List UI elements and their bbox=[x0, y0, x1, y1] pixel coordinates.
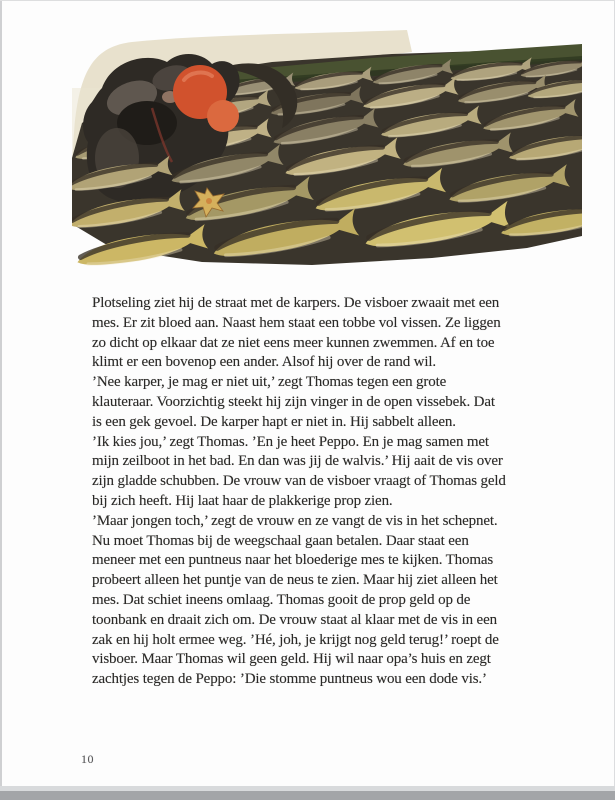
red-cap-brim bbox=[207, 100, 239, 132]
story-line: ’Nee karper, je mag er niet uit,’ zegt Thomas tegen een grote bbox=[92, 374, 447, 391]
story-line: ’Ik kies jou,’ zegt Thomas. ’En je heet Peppo. En je mag samen met bbox=[92, 433, 489, 450]
page-number: 10 bbox=[81, 752, 94, 766]
story-line: mijn zeilboot in het bad. En dan was jij de walvis.’ Hij aait de vis over bbox=[92, 453, 503, 470]
story-line: is een gek gevoel. De karper hapt er niet in. Hij sabbelt alleen. bbox=[92, 413, 456, 430]
story-text bbox=[92, 294, 554, 690]
story-line: visboer. Maar Thomas wil geen geld. Hij wil naar opa’s huis en zegt bbox=[92, 651, 491, 668]
story-line: toonbank en draait zich om. De vrouw staat al klaar met de vis in een bbox=[92, 611, 497, 628]
story-line: mes. Dat schiet ineens omlaag. Thomas gooit de prop geld op de bbox=[92, 591, 471, 608]
story-line: zijn gladde schubben. De vrouw van de visboer vraagt of Thomas geld bbox=[92, 473, 506, 490]
story-line: zak en hij holt ermee weg. ’Hé, joh, je krijgt nog geld terug!’ roept de bbox=[92, 631, 499, 648]
story-line: bij zich heeft. Hij laat haar de plakkerige prop zien. bbox=[92, 492, 393, 509]
story-line: Nu moet Thomas bij de weegschaal gaan betalen. Daar staat een bbox=[92, 532, 469, 549]
story-line: zachtjes tegen de Peppo: ’Die stomme puntneus wou een dode vis.’ bbox=[92, 671, 487, 688]
story-line: mes. Er zit bloed aan. Naast hem staat een tobbe vol vissen. Ze liggen bbox=[92, 314, 501, 331]
story-line: klauteraar. Voorzichtig steekt hij zijn vinger in de open vissebek. Dat bbox=[92, 393, 495, 410]
story-line: meneer met een puntneus naar het bloederige mes te kijken. Thomas bbox=[92, 552, 494, 569]
story-line: Plotseling ziet hij de straat met de karpers. De visboer zwaait met een bbox=[92, 295, 500, 311]
fish-market-illustration-svg bbox=[72, 28, 582, 273]
story-line: ’Maar jongen toch,’ zegt de vrouw en ze vangt de vis in het schepnet. bbox=[92, 512, 498, 529]
fish-market-illustration bbox=[72, 28, 582, 273]
scan-edge-bottom bbox=[0, 791, 615, 800]
story-line: probeert alleen het puntje van de neus te zien. Maar hij ziet alleen het bbox=[92, 572, 498, 589]
story-line: zo dicht op elkaar dat ze niet eens meer kunnen zwemmen. Af en toe bbox=[92, 334, 495, 351]
scan-edge-top bbox=[0, 0, 615, 1]
story-line: klimt er een bovenop een ander. Alsof hij over de rand wil. bbox=[92, 354, 436, 371]
scan-edge-left bbox=[0, 0, 2, 800]
